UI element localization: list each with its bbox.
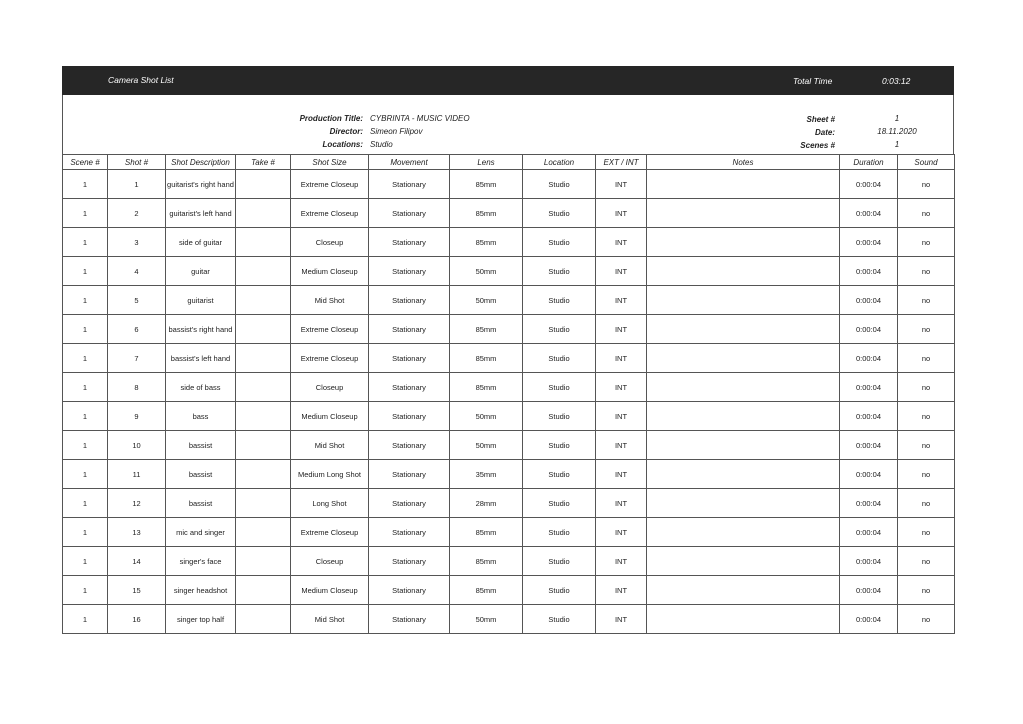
cell-location: Studio xyxy=(523,489,596,518)
cell-duration: 0:00:04 xyxy=(840,460,898,489)
cell-duration: 0:00:04 xyxy=(840,228,898,257)
cell-lens: 50mm xyxy=(450,605,523,634)
cell-ext-int: INT xyxy=(596,431,647,460)
cell-duration: 0:00:04 xyxy=(840,518,898,547)
cell-movement: Stationary xyxy=(369,373,450,402)
cell-location: Studio xyxy=(523,547,596,576)
cell-lens: 85mm xyxy=(450,344,523,373)
table-row xyxy=(63,344,955,373)
cell-shot-size: Closeup xyxy=(291,547,369,576)
cell-ext-int: INT xyxy=(596,257,647,286)
table-row xyxy=(63,605,955,634)
cell-location: Studio xyxy=(523,576,596,605)
cell-ext-int: INT xyxy=(596,402,647,431)
date-label: Date: xyxy=(814,128,835,137)
cell-shot-number: 9 xyxy=(108,402,166,431)
cell-take-number xyxy=(236,199,291,228)
cell-take-number xyxy=(236,489,291,518)
col-notes: Notes xyxy=(647,155,840,170)
col-ext-int: EXT / INT xyxy=(596,155,647,170)
col-sound: Sound xyxy=(898,155,955,170)
cell-notes xyxy=(647,402,840,431)
cell-ext-int: INT xyxy=(596,576,647,605)
cell-scene-number: 1 xyxy=(63,460,108,489)
cell-take-number xyxy=(236,257,291,286)
cell-shot-number: 1 xyxy=(108,170,166,199)
scenes-number-label: Scenes # xyxy=(800,141,835,150)
cell-duration: 0:00:04 xyxy=(840,605,898,634)
cell-shot-description: guitarist xyxy=(166,286,236,315)
shot-list-sheet xyxy=(62,66,954,634)
cell-take-number xyxy=(236,431,291,460)
cell-scene-number: 1 xyxy=(63,431,108,460)
cell-movement: Stationary xyxy=(369,315,450,344)
cell-lens: 50mm xyxy=(450,431,523,460)
cell-sound: no xyxy=(898,576,955,605)
cell-notes xyxy=(647,547,840,576)
cell-scene-number: 1 xyxy=(63,402,108,431)
table-row xyxy=(63,257,955,286)
cell-sound: no xyxy=(898,489,955,518)
cell-notes xyxy=(647,518,840,547)
cell-location: Studio xyxy=(523,199,596,228)
cell-scene-number: 1 xyxy=(63,373,108,402)
cell-ext-int: INT xyxy=(596,286,647,315)
col-shot-size: Shot Size xyxy=(291,155,369,170)
cell-lens: 85mm xyxy=(450,518,523,547)
cell-shot-number: 3 xyxy=(108,228,166,257)
cell-shot-number: 2 xyxy=(108,199,166,228)
cell-scene-number: 1 xyxy=(63,605,108,634)
cell-sound: no xyxy=(898,199,955,228)
cell-notes xyxy=(647,315,840,344)
cell-location: Studio xyxy=(523,373,596,402)
cell-sound: no xyxy=(898,460,955,489)
cell-shot-description: guitarist's left hand xyxy=(166,199,236,228)
cell-notes xyxy=(647,344,840,373)
cell-scene-number: 1 xyxy=(63,228,108,257)
cell-notes xyxy=(647,228,840,257)
cell-take-number xyxy=(236,315,291,344)
cell-sound: no xyxy=(898,431,955,460)
cell-sound: no xyxy=(898,605,955,634)
total-time-value: 0:03:12 xyxy=(882,76,911,86)
cell-shot-description: bassist xyxy=(166,489,236,518)
cell-duration: 0:00:04 xyxy=(840,170,898,199)
cell-lens: 35mm xyxy=(450,460,523,489)
col-lens: Lens xyxy=(450,155,523,170)
cell-notes xyxy=(647,257,840,286)
cell-shot-size: Mid Shot xyxy=(291,605,369,634)
cell-sound: no xyxy=(898,257,955,286)
cell-notes xyxy=(647,605,840,634)
cell-location: Studio xyxy=(523,228,596,257)
cell-scene-number: 1 xyxy=(63,576,108,605)
cell-take-number xyxy=(236,402,291,431)
cell-sound: no xyxy=(898,518,955,547)
cell-scene-number: 1 xyxy=(63,257,108,286)
col-shot-number: Shot # xyxy=(108,155,166,170)
cell-shot-size: Long Shot xyxy=(291,489,369,518)
shot-table xyxy=(62,154,955,634)
cell-lens: 85mm xyxy=(450,199,523,228)
cell-scene-number: 1 xyxy=(63,518,108,547)
date-value: 18.11.2020 xyxy=(877,127,917,136)
cell-movement: Stationary xyxy=(369,199,450,228)
cell-ext-int: INT xyxy=(596,605,647,634)
cell-lens: 85mm xyxy=(450,228,523,257)
cell-take-number xyxy=(236,228,291,257)
cell-shot-number: 15 xyxy=(108,576,166,605)
cell-notes xyxy=(647,286,840,315)
table-header-row xyxy=(63,155,955,170)
cell-lens: 85mm xyxy=(450,547,523,576)
cell-ext-int: INT xyxy=(596,518,647,547)
cell-notes xyxy=(647,199,840,228)
cell-location: Studio xyxy=(523,257,596,286)
cell-shot-description: guitar xyxy=(166,257,236,286)
cell-shot-description: bassist xyxy=(166,460,236,489)
cell-lens: 85mm xyxy=(450,373,523,402)
production-title-label: Production Title: xyxy=(299,114,363,123)
cell-take-number xyxy=(236,460,291,489)
cell-shot-number: 12 xyxy=(108,489,166,518)
col-location: Location xyxy=(523,155,596,170)
cell-scene-number: 1 xyxy=(63,170,108,199)
cell-ext-int: INT xyxy=(596,344,647,373)
cell-shot-description: singer headshot xyxy=(166,576,236,605)
cell-duration: 0:00:04 xyxy=(840,344,898,373)
cell-take-number xyxy=(236,170,291,199)
table-row xyxy=(63,431,955,460)
cell-sound: no xyxy=(898,547,955,576)
table-row xyxy=(63,228,955,257)
table-row xyxy=(63,402,955,431)
cell-shot-description: mic and singer xyxy=(166,518,236,547)
cell-take-number xyxy=(236,373,291,402)
cell-movement: Stationary xyxy=(369,257,450,286)
cell-take-number xyxy=(236,547,291,576)
scenes-number-value: 1 xyxy=(894,140,900,149)
cell-duration: 0:00:04 xyxy=(840,402,898,431)
cell-duration: 0:00:04 xyxy=(840,373,898,402)
table-row xyxy=(63,199,955,228)
cell-shot-description: bassist xyxy=(166,431,236,460)
table-row xyxy=(63,489,955,518)
cell-scene-number: 1 xyxy=(63,286,108,315)
cell-sound: no xyxy=(898,373,955,402)
cell-notes xyxy=(647,460,840,489)
sheet-number-label: Sheet # xyxy=(806,115,835,124)
cell-shot-description: side of bass xyxy=(166,373,236,402)
director-label: Director: xyxy=(329,127,363,136)
locations-label: Locations: xyxy=(322,140,363,149)
cell-shot-size: Extreme Closeup xyxy=(291,518,369,547)
cell-sound: no xyxy=(898,315,955,344)
cell-ext-int: INT xyxy=(596,547,647,576)
cell-take-number xyxy=(236,286,291,315)
cell-shot-description: guitarist's right hand xyxy=(166,170,236,199)
cell-shot-description: side of guitar xyxy=(166,228,236,257)
cell-take-number xyxy=(236,576,291,605)
cell-location: Studio xyxy=(523,518,596,547)
cell-shot-size: Medium Long Shot xyxy=(291,460,369,489)
cell-duration: 0:00:04 xyxy=(840,547,898,576)
locations-value: Studio xyxy=(370,140,393,149)
cell-movement: Stationary xyxy=(369,518,450,547)
cell-movement: Stationary xyxy=(369,402,450,431)
cell-movement: Stationary xyxy=(369,286,450,315)
total-time-label: Total Time xyxy=(793,76,833,86)
cell-lens: 50mm xyxy=(450,286,523,315)
cell-ext-int: INT xyxy=(596,228,647,257)
cell-shot-number: 14 xyxy=(108,547,166,576)
cell-movement: Stationary xyxy=(369,605,450,634)
cell-shot-number: 7 xyxy=(108,344,166,373)
col-shot-description: Shot Description xyxy=(166,155,236,170)
cell-shot-size: Medium Closeup xyxy=(291,402,369,431)
cell-location: Studio xyxy=(523,344,596,373)
title-bar xyxy=(62,66,954,95)
cell-movement: Stationary xyxy=(369,431,450,460)
cell-shot-description: singer top half xyxy=(166,605,236,634)
cell-movement: Stationary xyxy=(369,344,450,373)
cell-movement: Stationary xyxy=(369,228,450,257)
cell-notes xyxy=(647,373,840,402)
cell-sound: no xyxy=(898,344,955,373)
table-row xyxy=(63,373,955,402)
production-title-value: CYBRINTA - MUSIC VIDEO xyxy=(370,114,470,123)
cell-shot-description: bassist's right hand xyxy=(166,315,236,344)
cell-ext-int: INT xyxy=(596,460,647,489)
cell-shot-size: Closeup xyxy=(291,373,369,402)
cell-shot-number: 16 xyxy=(108,605,166,634)
cell-duration: 0:00:04 xyxy=(840,315,898,344)
cell-lens: 85mm xyxy=(450,576,523,605)
cell-ext-int: INT xyxy=(596,315,647,344)
cell-take-number xyxy=(236,605,291,634)
table-row xyxy=(63,315,955,344)
cell-location: Studio xyxy=(523,402,596,431)
col-movement: Movement xyxy=(369,155,450,170)
table-row xyxy=(63,460,955,489)
cell-lens: 28mm xyxy=(450,489,523,518)
cell-shot-size: Extreme Closeup xyxy=(291,315,369,344)
cell-duration: 0:00:04 xyxy=(840,286,898,315)
cell-location: Studio xyxy=(523,605,596,634)
cell-shot-number: 10 xyxy=(108,431,166,460)
cell-shot-number: 6 xyxy=(108,315,166,344)
cell-shot-size: Extreme Closeup xyxy=(291,199,369,228)
cell-lens: 85mm xyxy=(450,170,523,199)
table-row xyxy=(63,518,955,547)
table-row xyxy=(63,286,955,315)
cell-scene-number: 1 xyxy=(63,199,108,228)
cell-ext-int: INT xyxy=(596,170,647,199)
col-take-number: Take # xyxy=(236,155,291,170)
production-info xyxy=(62,95,954,154)
cell-scene-number: 1 xyxy=(63,489,108,518)
cell-shot-size: Mid Shot xyxy=(291,286,369,315)
cell-shot-number: 13 xyxy=(108,518,166,547)
cell-notes xyxy=(647,489,840,518)
cell-shot-size: Medium Closeup xyxy=(291,257,369,286)
table-row xyxy=(63,170,955,199)
cell-shot-size: Extreme Closeup xyxy=(291,344,369,373)
cell-duration: 0:00:04 xyxy=(840,257,898,286)
cell-ext-int: INT xyxy=(596,489,647,518)
cell-sound: no xyxy=(898,170,955,199)
cell-shot-number: 4 xyxy=(108,257,166,286)
cell-shot-size: Closeup xyxy=(291,228,369,257)
cell-duration: 0:00:04 xyxy=(840,489,898,518)
cell-ext-int: INT xyxy=(596,199,647,228)
director-value: Simeon Filipov xyxy=(370,127,423,136)
cell-movement: Stationary xyxy=(369,547,450,576)
cell-shot-number: 11 xyxy=(108,460,166,489)
cell-location: Studio xyxy=(523,170,596,199)
cell-lens: 50mm xyxy=(450,257,523,286)
cell-shot-size: Extreme Closeup xyxy=(291,170,369,199)
cell-location: Studio xyxy=(523,286,596,315)
cell-shot-number: 8 xyxy=(108,373,166,402)
cell-take-number xyxy=(236,344,291,373)
cell-scene-number: 1 xyxy=(63,315,108,344)
cell-shot-size: Mid Shot xyxy=(291,431,369,460)
cell-location: Studio xyxy=(523,431,596,460)
cell-scene-number: 1 xyxy=(63,547,108,576)
cell-scene-number: 1 xyxy=(63,344,108,373)
cell-shot-description: bassist's left hand xyxy=(166,344,236,373)
cell-shot-size: Medium Closeup xyxy=(291,576,369,605)
table-row xyxy=(63,547,955,576)
cell-take-number xyxy=(236,518,291,547)
sheet-number-value: 1 xyxy=(894,114,900,123)
cell-notes xyxy=(647,431,840,460)
cell-duration: 0:00:04 xyxy=(840,431,898,460)
cell-ext-int: INT xyxy=(596,373,647,402)
col-scene-number: Scene # xyxy=(63,155,108,170)
col-duration: Duration xyxy=(840,155,898,170)
cell-movement: Stationary xyxy=(369,489,450,518)
cell-sound: no xyxy=(898,228,955,257)
cell-lens: 85mm xyxy=(450,315,523,344)
table-row xyxy=(63,576,955,605)
cell-movement: Stationary xyxy=(369,460,450,489)
cell-sound: no xyxy=(898,286,955,315)
cell-sound: no xyxy=(898,402,955,431)
cell-notes xyxy=(647,576,840,605)
cell-duration: 0:00:04 xyxy=(840,576,898,605)
cell-movement: Stationary xyxy=(369,576,450,605)
cell-location: Studio xyxy=(523,315,596,344)
cell-shot-description: bass xyxy=(166,402,236,431)
sheet-title: Camera Shot List xyxy=(108,75,174,85)
cell-duration: 0:00:04 xyxy=(840,199,898,228)
cell-shot-description: singer's face xyxy=(166,547,236,576)
cell-shot-number: 5 xyxy=(108,286,166,315)
cell-movement: Stationary xyxy=(369,170,450,199)
shot-rows xyxy=(63,170,955,634)
cell-lens: 50mm xyxy=(450,402,523,431)
cell-notes xyxy=(647,170,840,199)
cell-location: Studio xyxy=(523,460,596,489)
